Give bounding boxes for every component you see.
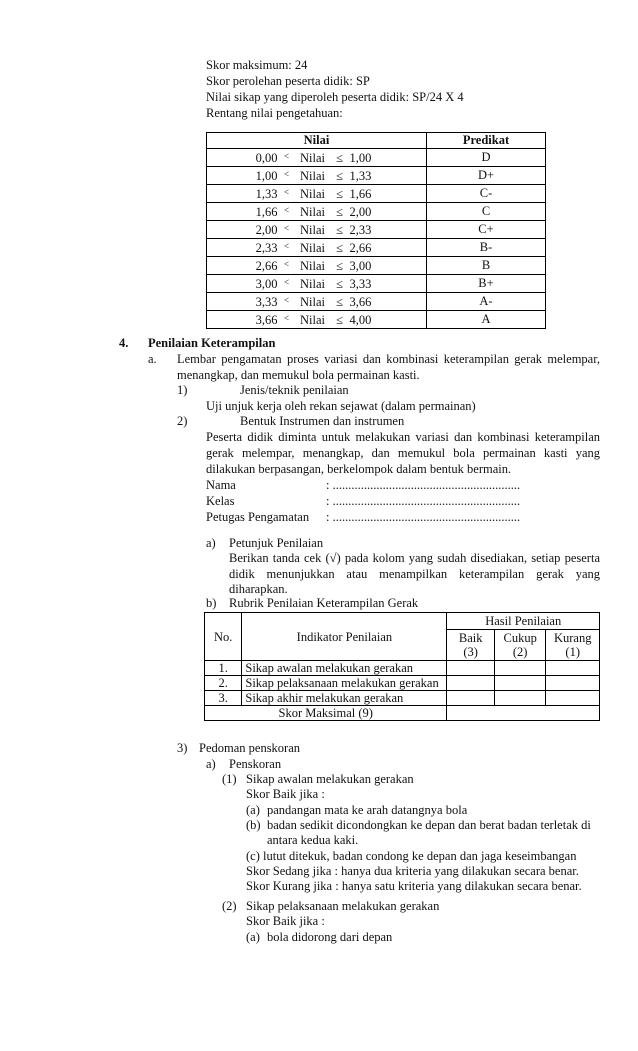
grade-row bbox=[207, 275, 546, 293]
p2-a-text: bola didorong dari depan bbox=[267, 930, 393, 944]
grade-range-le: ≤ bbox=[336, 151, 343, 165]
grade-range bbox=[207, 275, 427, 293]
grade-range-high: 3,33 bbox=[349, 277, 372, 291]
grade-range-high: 1,00 bbox=[349, 151, 372, 165]
grade-range-high: 3,00 bbox=[349, 259, 372, 273]
grade-range-lt: < bbox=[283, 205, 290, 215]
grade-range-low: 1,33 bbox=[255, 187, 278, 201]
item2-number: 2) bbox=[177, 414, 188, 428]
p2-a-label: (a) bbox=[246, 930, 260, 944]
table-row bbox=[205, 661, 600, 676]
petunjuk-text-2: didik menunjukkan atau menampilkan keterampilan gerak yang bbox=[229, 567, 600, 581]
grade-predikat: B bbox=[427, 257, 546, 275]
form-value-petugas: : ............................................................ bbox=[326, 510, 521, 524]
grade-row bbox=[207, 203, 546, 221]
skill-table bbox=[204, 612, 600, 721]
grade-range-nilai: Nilai bbox=[300, 259, 325, 273]
grade-range-low: 3,33 bbox=[255, 295, 278, 309]
grade-range bbox=[207, 293, 427, 311]
grade-range-low: 1,66 bbox=[255, 205, 278, 219]
grade-range-high: 3,66 bbox=[349, 295, 372, 309]
grade-range-le: ≤ bbox=[336, 205, 343, 219]
skill-header-kurang bbox=[546, 630, 600, 661]
grade-row bbox=[207, 239, 546, 257]
grade-table-header bbox=[207, 133, 546, 149]
skill-header-baik bbox=[447, 630, 494, 661]
item1-title: Jenis/teknik penilaian bbox=[240, 383, 349, 397]
grade-predikat: B+ bbox=[427, 275, 546, 293]
skill-cell-cukup[interactable] bbox=[494, 676, 546, 691]
grade-range-nilai: Nilai bbox=[300, 223, 325, 237]
rubrik-title: Rubrik Penilaian Keterampilan Gerak bbox=[229, 596, 419, 610]
p2-number: (2) bbox=[222, 899, 237, 913]
table-row bbox=[205, 691, 600, 706]
skill-cell-cukup[interactable] bbox=[494, 691, 546, 706]
grade-predikat: C+ bbox=[427, 221, 546, 239]
pedoman-sub-a-title: Penskoran bbox=[229, 757, 282, 771]
p1-b-text-2: antara kedua kaki. bbox=[267, 833, 359, 847]
skill-kurang-name: Kurang bbox=[553, 631, 592, 645]
skill-row-no: 3. bbox=[205, 691, 242, 706]
form-label-kelas: Kelas bbox=[206, 494, 235, 508]
skill-cell-kurang[interactable] bbox=[546, 676, 600, 691]
form-value-nama: : ............................................................ bbox=[326, 478, 521, 492]
skill-cell-baik[interactable] bbox=[447, 691, 494, 706]
grade-range-lt: < bbox=[283, 151, 290, 161]
form-label-nama: Nama bbox=[206, 478, 236, 492]
grade-predikat: D bbox=[427, 149, 546, 167]
grade-row bbox=[207, 167, 546, 185]
grade-row bbox=[207, 185, 546, 203]
intro-skor-perolehan: Skor perolehan peserta didik: SP bbox=[206, 74, 370, 88]
petunjuk-text-1: Berikan tanda cek (√) pada kolom yang sudah disediakan, setiap peserta bbox=[229, 551, 600, 565]
skill-header-hasil: Hasil Penilaian bbox=[447, 613, 600, 630]
grade-range-high: 4,00 bbox=[349, 313, 372, 327]
skill-kurang-score: (1) bbox=[565, 645, 580, 659]
grade-row bbox=[207, 257, 546, 275]
p1-baik: Skor Baik jika : bbox=[246, 787, 325, 801]
grade-range-high: 2,00 bbox=[349, 205, 372, 219]
grade-range bbox=[207, 167, 427, 185]
p1-kurang: Skor Kurang jika : hanya satu kriteria yang dilakukan secara benar. bbox=[246, 879, 582, 893]
skill-cell-cukup[interactable] bbox=[494, 661, 546, 676]
pedoman-title: Pedoman penskoran bbox=[199, 741, 301, 755]
item2-text-3: dilakukan berpasangan, berkelompok dalam bentuk bermain. bbox=[206, 462, 512, 476]
grade-range-high: 1,66 bbox=[349, 187, 372, 201]
skill-baik-score: (3) bbox=[463, 645, 478, 659]
skill-cukup-name: Cukup bbox=[503, 631, 537, 645]
grade-range-nilai: Nilai bbox=[300, 151, 325, 165]
skill-row-no: 2. bbox=[205, 676, 242, 691]
grade-predikat: A bbox=[427, 311, 546, 329]
pedoman-number: 3) bbox=[177, 741, 188, 755]
grade-range-lt: < bbox=[283, 295, 290, 305]
rubrik-label: b) bbox=[206, 596, 217, 610]
grade-predikat: C- bbox=[427, 185, 546, 203]
grade-range-lt: < bbox=[283, 241, 290, 251]
grade-range-nilai: Nilai bbox=[300, 187, 325, 201]
item1-text: Uji unjuk kerja oleh rekan sejawat (dalam permainan) bbox=[206, 399, 476, 413]
grade-range-nilai: Nilai bbox=[300, 205, 325, 219]
grade-range bbox=[207, 221, 427, 239]
grade-range-low: 2,66 bbox=[255, 259, 278, 273]
item2-title: Bentuk Instrumen dan instrumen bbox=[240, 414, 405, 428]
skill-row-text: Sikap awalan melakukan gerakan bbox=[242, 661, 447, 676]
grade-range-le: ≤ bbox=[336, 295, 343, 309]
grade-range bbox=[207, 311, 427, 329]
grade-range-lt: < bbox=[283, 259, 290, 269]
grade-range bbox=[207, 239, 427, 257]
skill-cukup-score: (2) bbox=[512, 645, 528, 659]
grade-row bbox=[207, 293, 546, 311]
grade-predikat: C bbox=[427, 203, 546, 221]
grade-range-le: ≤ bbox=[336, 223, 343, 237]
grade-row bbox=[207, 311, 546, 329]
grade-predikat: A- bbox=[427, 293, 546, 311]
grade-range-lt: < bbox=[283, 187, 290, 197]
skill-header-cukup bbox=[494, 630, 546, 661]
grade-range bbox=[207, 149, 427, 167]
grade-range-lt: < bbox=[283, 223, 290, 233]
form-label-petugas: Petugas Pengamatan bbox=[206, 510, 310, 524]
grade-table bbox=[206, 132, 546, 329]
grade-range-le: ≤ bbox=[336, 187, 343, 201]
item2-text-1: Peserta didik diminta untuk melakukan variasi dan kombinasi keterampilan bbox=[206, 430, 600, 444]
p1-title: Sikap awalan melakukan gerakan bbox=[246, 772, 414, 786]
skill-cell-baik[interactable] bbox=[447, 661, 494, 676]
grade-range-le: ≤ bbox=[336, 313, 343, 327]
skill-row-text: Sikap pelaksanaan melakukan gerakan bbox=[242, 676, 447, 691]
grade-range-lt: < bbox=[283, 313, 290, 323]
grade-range-nilai: Nilai bbox=[300, 295, 325, 309]
grade-range-lt: < bbox=[283, 169, 290, 179]
grade-range-low: 3,66 bbox=[255, 313, 278, 327]
table-row-total bbox=[205, 706, 600, 721]
grade-range bbox=[207, 185, 427, 203]
item-a-text-2: menangkap, dan memukul bola permainan kasti. bbox=[177, 368, 420, 382]
p1-b-label: (b) bbox=[246, 818, 261, 832]
section-title: Penilaian Keterampilan bbox=[148, 336, 276, 350]
p1-a-label: (a) bbox=[246, 803, 260, 817]
grade-range-low: 3,00 bbox=[255, 277, 278, 291]
grade-range-nilai: Nilai bbox=[300, 313, 325, 327]
skill-row-text: Sikap akhir melakukan gerakan bbox=[242, 691, 447, 706]
skill-cell-baik[interactable] bbox=[447, 676, 494, 691]
grade-range-low: 2,00 bbox=[255, 223, 278, 237]
p1-b-text-1: badan sedikit dicondongkan ke depan dan berat badan terletak di bbox=[267, 818, 591, 832]
skill-header-indikator: Indikator Penilaian bbox=[242, 613, 447, 661]
p1-sedang: Skor Sedang jika : hanya dua kriteria yang dilakukan secara benar. bbox=[246, 864, 579, 878]
grade-range-le: ≤ bbox=[336, 241, 343, 255]
grade-range-le: ≤ bbox=[336, 277, 343, 291]
item1-number: 1) bbox=[177, 383, 188, 397]
item-a-label: a. bbox=[148, 352, 157, 366]
intro-skor-maks: Skor maksimum: 24 bbox=[206, 58, 308, 72]
skill-baik-name: Baik bbox=[458, 631, 483, 645]
grade-range-nilai: Nilai bbox=[300, 241, 325, 255]
grade-range-lt: < bbox=[283, 277, 290, 287]
petunjuk-text-3: diharapkan. bbox=[229, 582, 288, 596]
grade-range bbox=[207, 203, 427, 221]
skill-cell-kurang[interactable] bbox=[546, 661, 600, 676]
p2-baik: Skor Baik jika : bbox=[246, 914, 325, 928]
grade-range-high: 1,33 bbox=[349, 169, 372, 183]
petunjuk-title: Petunjuk Penilaian bbox=[229, 536, 324, 550]
table-row bbox=[205, 676, 600, 691]
form-value-kelas: : ............................................................ bbox=[326, 494, 521, 508]
p1-c-text: (c) lutut ditekuk, badan condong ke depan dan jaga keseimbangan bbox=[246, 849, 577, 863]
grade-header-predikat: Predikat bbox=[427, 133, 546, 149]
intro-nilai-sikap: Nilai sikap yang diperoleh peserta didik: SP/24 X 4 bbox=[206, 90, 464, 104]
grade-range-nilai: Nilai bbox=[300, 277, 325, 291]
petunjuk-label: a) bbox=[206, 536, 216, 550]
grade-range-low: 0,00 bbox=[255, 151, 278, 165]
grade-range-low: 2,33 bbox=[255, 241, 278, 255]
skill-total-label: Skor Maksimal (9) bbox=[205, 706, 447, 721]
skill-cell-kurang[interactable] bbox=[546, 691, 600, 706]
grade-predikat: B- bbox=[427, 239, 546, 257]
item2-text-2: gerak melempar, menangkap, dan memukul bola permainan kasti yang bbox=[206, 446, 600, 460]
intro-rentang: Rentang nilai pengetahuan: bbox=[206, 106, 343, 120]
skill-row-no: 1. bbox=[205, 661, 242, 676]
grade-predikat: D+ bbox=[427, 167, 546, 185]
p1-number: (1) bbox=[222, 772, 237, 786]
skill-total-cell[interactable] bbox=[447, 706, 600, 721]
grade-range-le: ≤ bbox=[336, 259, 343, 273]
grade-header-nilai: Nilai bbox=[207, 133, 427, 149]
grade-row bbox=[207, 149, 546, 167]
pedoman-sub-a-label: a) bbox=[206, 757, 216, 771]
grade-row bbox=[207, 221, 546, 239]
grade-range-high: 2,33 bbox=[349, 223, 372, 237]
grade-range-high: 2,66 bbox=[349, 241, 372, 255]
grade-range-nilai: Nilai bbox=[300, 169, 325, 183]
section-number: 4. bbox=[119, 336, 129, 350]
skill-header-no: No. bbox=[205, 613, 242, 661]
grade-range-low: 1,00 bbox=[255, 169, 278, 183]
item-a-text-1: Lembar pengamatan proses variasi dan kombinasi keterampilan gerak melempar, bbox=[177, 352, 600, 366]
p2-title: Sikap pelaksanaan melakukan gerakan bbox=[246, 899, 440, 913]
grade-range-le: ≤ bbox=[336, 169, 343, 183]
grade-range bbox=[207, 257, 427, 275]
p1-a-text: pandangan mata ke arah datangnya bola bbox=[267, 803, 468, 817]
